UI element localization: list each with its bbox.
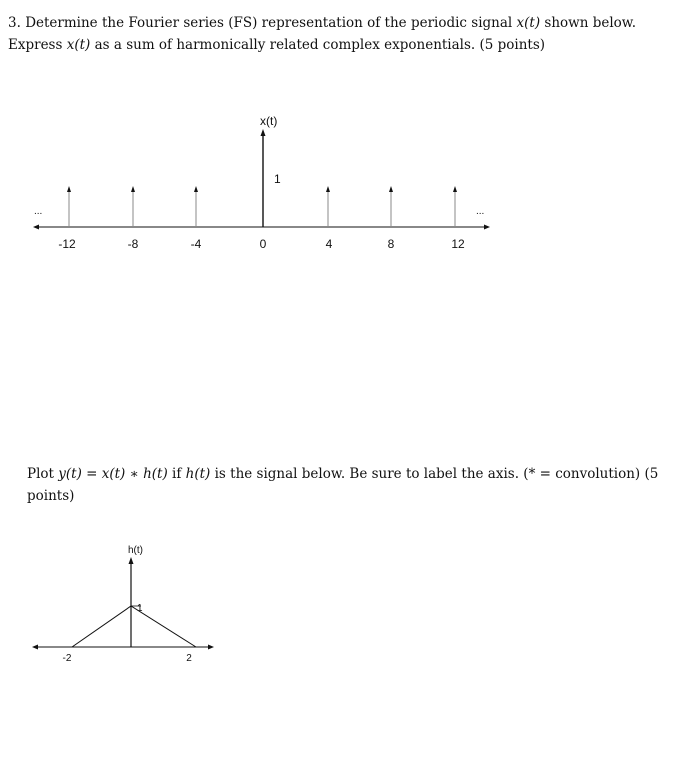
ellipsis-left: ...: [34, 206, 43, 217]
impulse-4-arrow: [326, 186, 330, 192]
question-2-text-b: if: [172, 466, 182, 482]
convolution-equation: y(t) = x(t) ∗ h(t): [58, 466, 168, 482]
question-1-text-b: shown below. Express: [8, 15, 637, 53]
impulse-neg12-arrow: [67, 186, 71, 192]
question-1-text-c: as a sum of harmonically related complex exponentials. (5 points): [94, 37, 546, 53]
question-2: [27, 463, 672, 507]
signal-x-1: x(t): [516, 15, 541, 31]
impulse-train-plot: [33, 114, 490, 251]
tick-label-8: 8: [387, 237, 395, 251]
impulse-8-arrow: [389, 186, 393, 192]
tick-label-neg12: -12: [58, 237, 76, 251]
h-y-axis-arrow: [129, 557, 134, 564]
question-2-text-a: Plot: [27, 466, 54, 482]
h-x-axis-arrow-right: [208, 645, 214, 650]
tick-label-0: 0: [259, 237, 267, 251]
impulse-neg4-arrow: [194, 186, 198, 192]
h-tick-label-neg2: -2: [62, 653, 72, 664]
tick-label-neg4: -4: [190, 237, 202, 251]
impulse-12-arrow: [453, 186, 457, 192]
question-1-text-a: Determine the Fourier series (FS) representation of the periodic signal: [25, 15, 513, 31]
y-axis-label-h: h(t): [128, 545, 143, 556]
triangle-signal: [72, 606, 196, 647]
ellipsis-right: ...: [476, 206, 485, 217]
h-x-axis-arrow-left: [32, 645, 38, 650]
impulse-neg8-arrow: [131, 186, 135, 192]
h-tick-label-2: 2: [186, 653, 192, 664]
impulse-strength-label: 1: [274, 172, 281, 186]
question-number: 3.: [8, 15, 21, 31]
triangle-plot: [32, 545, 214, 664]
tick-label-4: 4: [325, 237, 333, 251]
y-axis-arrow: [261, 129, 266, 136]
tick-label-neg8: -8: [127, 237, 139, 251]
y-axis-label-x: x(t): [260, 114, 278, 128]
question-2-text-c: is the signal below. Be sure to label the axis. (* = convolution) (5 points): [27, 466, 659, 504]
signal-x-2: x(t): [66, 37, 91, 53]
peak-label: 1: [137, 603, 143, 614]
tick-label-12: 12: [451, 237, 465, 251]
signal-h: h(t): [185, 466, 211, 482]
x-axis-arrow-left: [33, 225, 39, 230]
x-axis-arrow-right: [484, 225, 490, 230]
